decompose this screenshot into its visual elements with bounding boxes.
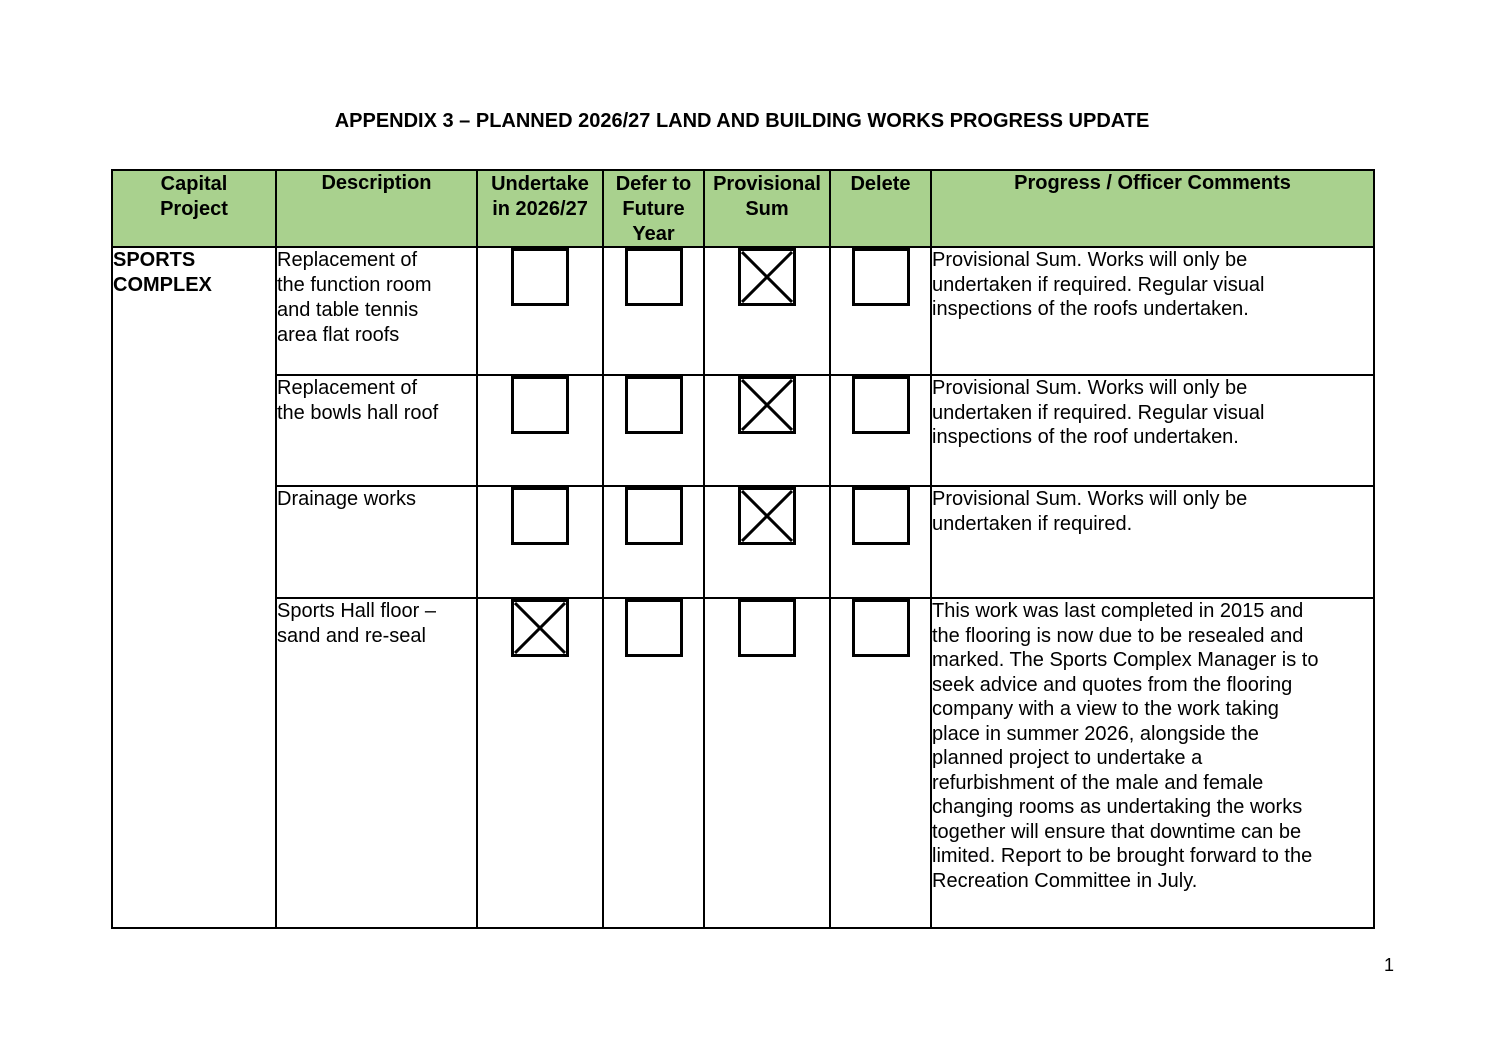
comment-line: marked. The Sports Complex Manager is to [932, 649, 1319, 671]
comment-line: changing rooms as undertaking the works [932, 796, 1303, 818]
comment-line: Provisional Sum. Works will only be [932, 377, 1248, 399]
defer-checkbox[interactable] [625, 248, 683, 306]
comment-line: the flooring is now due to be resealed and [932, 624, 1304, 647]
comment-line: This work was last completed in 2015 and [932, 600, 1304, 622]
page-title: APPENDIX 3 – PLANNED 2026/27 LAND AND BUILDING WORKS PROGRESS UPDATE [334, 110, 1150, 132]
comment-cell [931, 247, 1374, 375]
header-row [112, 170, 1374, 247]
header-undertake: Undertake in 2026/27 [477, 170, 603, 247]
comment-line: together will ensure that downtime can be [932, 820, 1302, 843]
undertake-cell [477, 375, 603, 486]
works-table [111, 169, 1375, 929]
defer-cell [603, 486, 704, 598]
comment-line: company with a view to the work taking [932, 698, 1279, 720]
description-line: the function room [277, 274, 432, 296]
comment-line: undertaken if required. [932, 512, 1133, 535]
description-line: Drainage works [277, 488, 416, 510]
delete-checkbox[interactable] [852, 599, 910, 657]
delete-checkbox[interactable] [852, 376, 910, 434]
delete-cell [830, 486, 931, 598]
project-name-line: COMPLEX [113, 274, 212, 296]
cross-mark-icon [741, 379, 793, 431]
undertake-checkbox[interactable] [511, 599, 569, 657]
description-line: and table tennis [277, 299, 419, 321]
comment-line: limited. Report to be brought forward to the [932, 845, 1313, 867]
defer-checkbox[interactable] [625, 487, 683, 545]
description-line: Replacement of [277, 249, 418, 271]
table-row [112, 598, 1374, 928]
defer-checkbox[interactable] [625, 599, 683, 657]
provisional-cell [704, 598, 830, 928]
provisional-cell [704, 247, 830, 375]
comment-cell [931, 375, 1374, 486]
capital-project-cell [112, 247, 276, 928]
undertake-checkbox[interactable] [511, 376, 569, 434]
delete-cell [830, 598, 931, 928]
undertake-checkbox[interactable] [511, 487, 569, 545]
comment-line: planned project to undertake a [932, 747, 1203, 769]
description-line: Sports Hall floor – [277, 600, 436, 622]
undertake-cell [477, 486, 603, 598]
provisional-checkbox[interactable] [738, 599, 796, 657]
comment-cell [931, 598, 1374, 928]
provisional-cell [704, 486, 830, 598]
comment-line: refurbishment of the male and female [932, 771, 1264, 794]
table-row [112, 247, 1374, 375]
comment-line: undertaken if required. Regular visual [932, 401, 1265, 424]
delete-checkbox[interactable] [852, 248, 910, 306]
description-line: area flat roofs [277, 324, 400, 346]
description-line: Replacement of [277, 377, 418, 399]
defer-checkbox[interactable] [625, 376, 683, 434]
header-comments: Progress / Officer Comments [931, 170, 1374, 247]
table-row [112, 375, 1374, 486]
provisional-checkbox[interactable] [738, 248, 796, 306]
description-cell [276, 598, 477, 928]
header-delete: Delete [830, 170, 931, 247]
defer-cell [603, 375, 704, 486]
comment-line: inspections of the roofs undertaken. [932, 298, 1249, 320]
header-provisional-sum: Provisional Sum [704, 170, 830, 247]
comment-line: Provisional Sum. Works will only be [932, 488, 1248, 510]
delete-cell [830, 247, 931, 375]
undertake-cell [477, 598, 603, 928]
cross-mark-icon [741, 490, 793, 542]
comment-line: undertaken if required. Regular visual [932, 273, 1265, 296]
defer-cell [603, 247, 704, 375]
description-cell [276, 486, 477, 598]
project-name-line: SPORTS [113, 249, 196, 271]
defer-cell [603, 598, 704, 928]
description-line: sand and re-seal [277, 625, 426, 647]
provisional-checkbox[interactable] [738, 376, 796, 434]
header-description: Description [276, 170, 477, 247]
table-row [112, 486, 1374, 598]
description-line: the bowls hall roof [277, 402, 439, 424]
cross-mark-icon [741, 251, 793, 303]
undertake-checkbox[interactable] [511, 248, 569, 306]
header-capital-project: Capital Project [112, 170, 276, 247]
provisional-cell [704, 375, 830, 486]
page-number: 1 [1384, 955, 1395, 975]
comment-line: Provisional Sum. Works will only be [932, 249, 1248, 271]
undertake-cell [477, 247, 603, 375]
description-cell [276, 247, 477, 375]
comment-line: Recreation Committee in July. [932, 869, 1198, 892]
comment-cell [931, 486, 1374, 598]
comment-line: seek advice and quotes from the flooring [932, 673, 1293, 696]
header-defer: Defer to Future Year [603, 170, 704, 247]
description-cell [276, 375, 477, 486]
comment-line: inspections of the roof undertaken. [932, 426, 1239, 448]
delete-checkbox[interactable] [852, 487, 910, 545]
cross-mark-icon [514, 602, 566, 654]
comment-line: place in summer 2026, alongside the [932, 722, 1259, 745]
delete-cell [830, 375, 931, 486]
provisional-checkbox[interactable] [738, 487, 796, 545]
